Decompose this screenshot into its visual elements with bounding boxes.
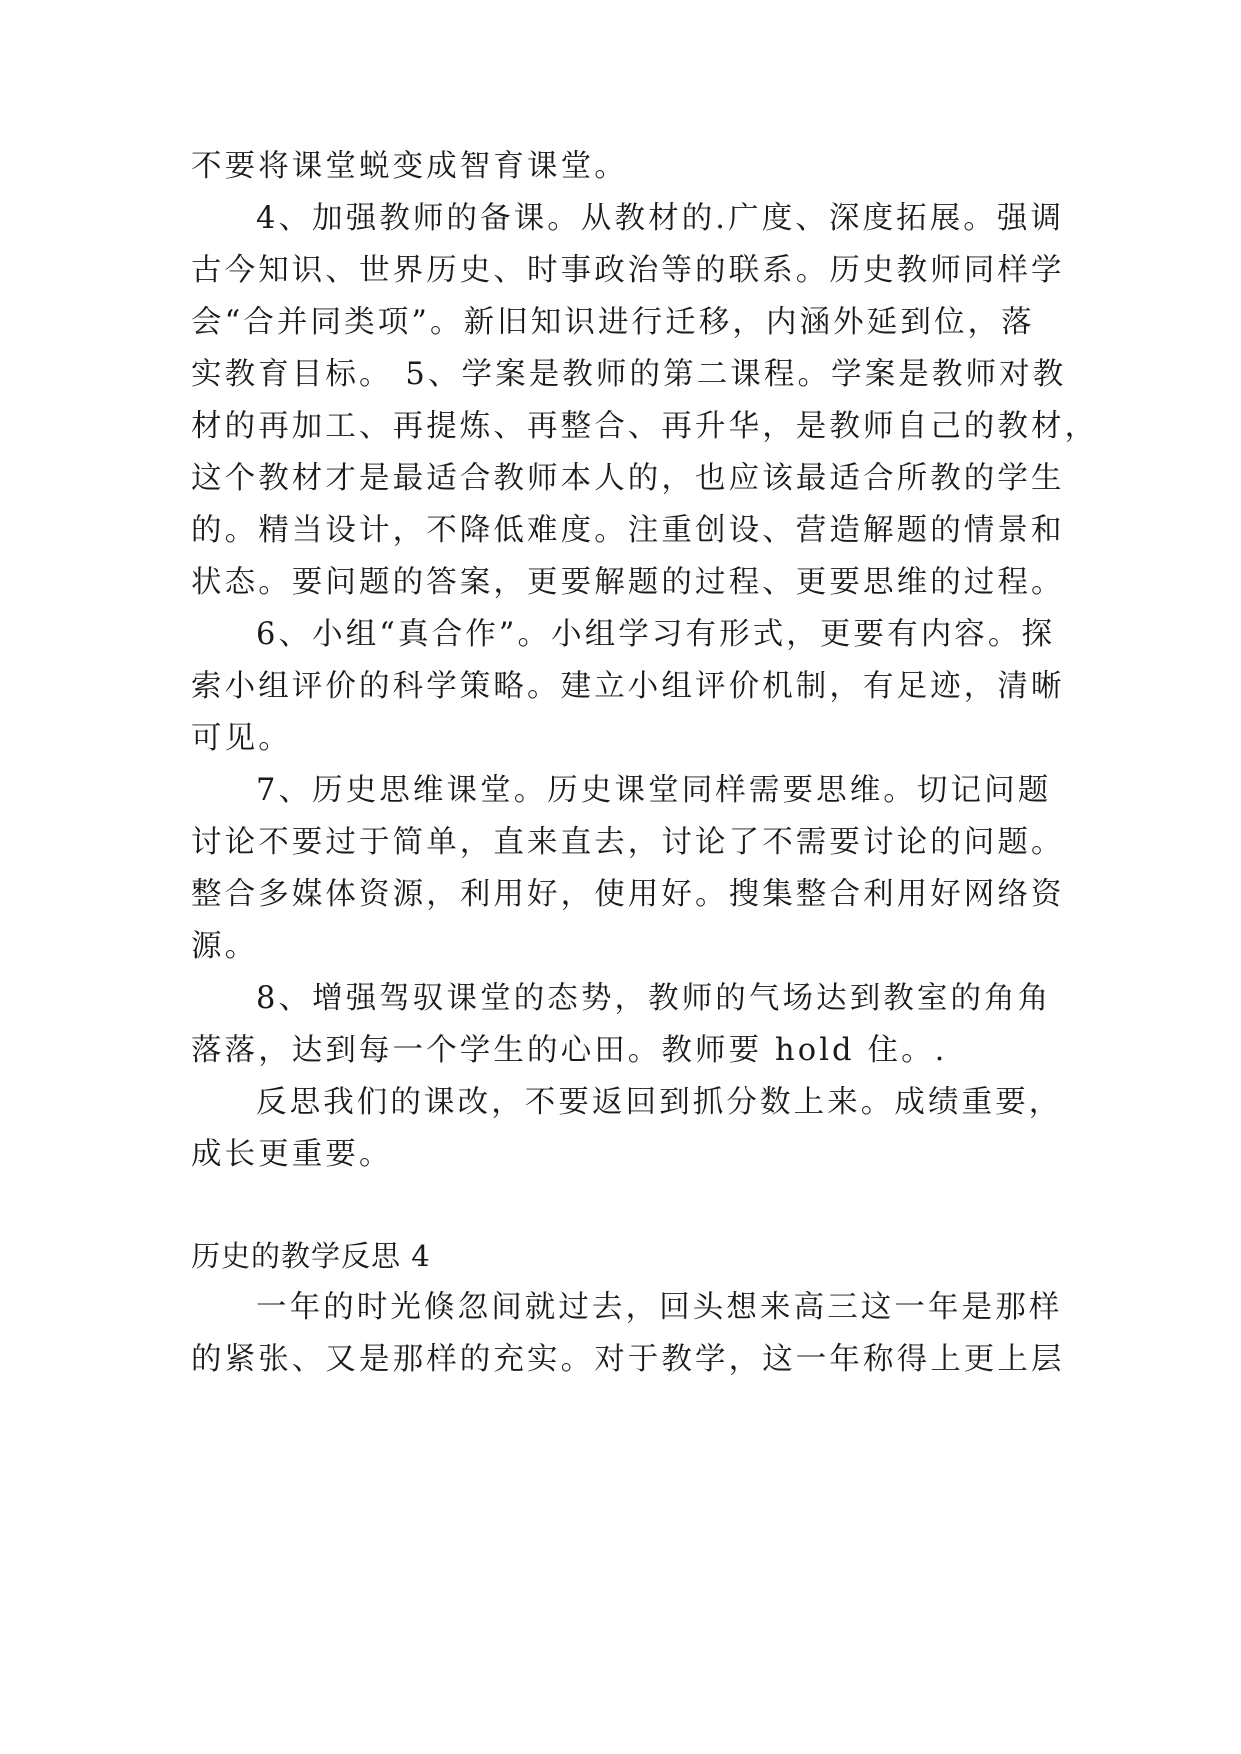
text-line: 8、增强驾驭课堂的态势，教师的气场达到教室的角角 bbox=[256, 981, 1052, 1016]
text-line: 的。精当设计，不降低难度。注重创设、营造解题的情景和 bbox=[191, 513, 1065, 548]
text-line: 会“合并同类项”。新旧知识进行迁移，内涵外延到位，落 bbox=[191, 305, 1035, 340]
text-line: 这个教材才是最适合教师本人的，也应该最适合所教的学生 bbox=[191, 461, 1065, 496]
text-line: 落落，达到每一个学生的心田。教师要 hold 住。. bbox=[191, 1033, 948, 1068]
section-heading: 历史的教学反思 4 bbox=[191, 1239, 431, 1273]
text-line: 材的再加工、再提炼、再整合、再升华，是教师自己的教材， bbox=[191, 409, 1099, 444]
text-line: 古今知识、世界历史、时事政治等的联系。历史教师同样学 bbox=[191, 253, 1065, 288]
text-line: 讨论不要过于简单，直来直去，讨论了不需要讨论的问题。 bbox=[191, 825, 1065, 860]
text-line: 一年的时光倏忽间就过去，回头想来高三这一年是那样 bbox=[256, 1290, 1063, 1325]
text-line: 整合多媒体资源，利用好，使用好。搜集整合利用好网络资 bbox=[191, 877, 1065, 912]
text-line: 不要将课堂蜕变成智育课堂。 bbox=[191, 149, 628, 184]
text-line: 的紧张、又是那样的充实。对于教学，这一年称得上更上层 bbox=[191, 1342, 1065, 1377]
text-line: 反思我们的课改，不要返回到抓分数上来。成绩重要， bbox=[256, 1085, 1063, 1120]
text-line: 源。 bbox=[191, 929, 259, 964]
text-line: 7、历史思维课堂。历史课堂同样需要思维。切记问题 bbox=[256, 773, 1052, 808]
text-line: 索小组评价的科学策略。建立小组评价机制，有足迹，清晰 bbox=[191, 669, 1065, 704]
text-line: 可见。 bbox=[191, 721, 292, 756]
text-line: 成长更重要。 bbox=[191, 1137, 393, 1172]
text-line: 实教育目标。 5、学案是教师的第二课程。学案是教师对教 bbox=[191, 357, 1067, 392]
text-line: 状态。要问题的答案，更要解题的过程、更要思维的过程。 bbox=[191, 565, 1065, 600]
text-line: 6、小组“真合作”。小组学习有形式，更要有内容。探 bbox=[256, 617, 1056, 652]
text-line: 4、加强教师的备课。从教材的.广度、深度拓展。强调 bbox=[256, 201, 1065, 236]
